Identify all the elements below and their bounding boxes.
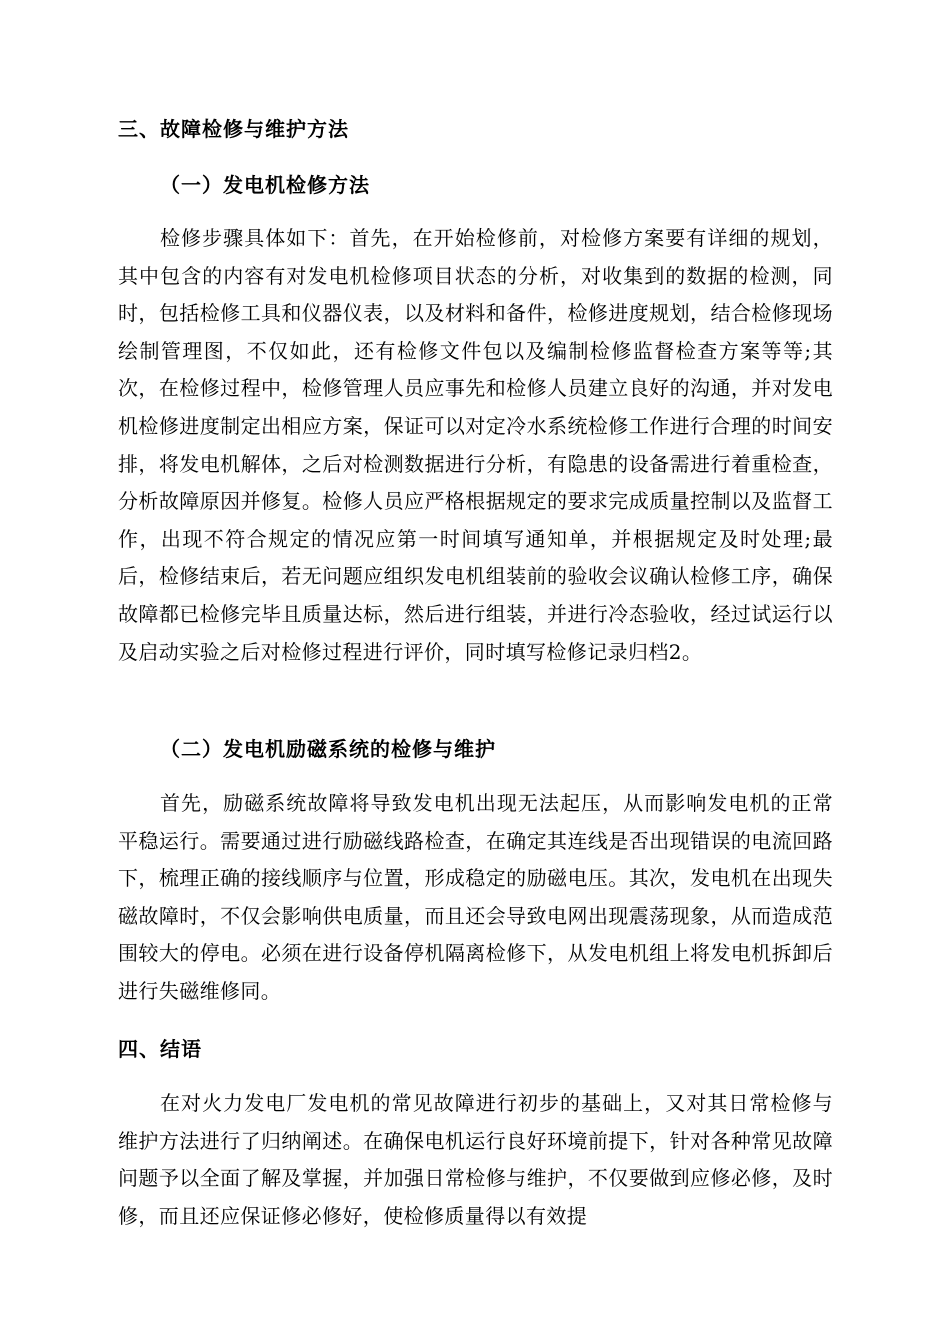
subsection-2-paragraph: 首先，励磁系统故障将导致发电机出现无法起压，从而影响发电机的正常平稳运行。需要通过进行励磁线路检查，在确定其连线是否出现错误的电流回路下，梳理正确的接线顺序与位置，形成稳定的励磁电压。其次，发电机在出现失磁故障时，不仅会影响供电质量，而且还会导致电网出现震荡现象，从而造成范围较大的停电。必须在进行设备停机隔离检修下，从发电机组上将发电机拆卸后进行失磁维修同。 (118, 791, 833, 1003)
subsection-1-paragraph: 检修步骤具体如下：首先，在开始检修前，对检修方案要有详细的规划，其中包含的内容有对发电机检修项目状态的分析，对收集到的数据的检测，同时，包括检修工具和仪器仪表，以及材料和备件，检修进度规划，结合检修现场绘制管理图，不仅如此，还有检修文件包以及编制检修监督检查方案等等;其次，在检修过程中，检修管理人员应事先和检修人员建立良好的沟通，并对发电机检修进度制定出相应方案，保证可以对定冷水系统检修工作进行合理的时间安排，将发电机解体，之后对检测数据进行分析，有隐患的设备需进行着重检查，分析故障原因并修复。检修人员应严格根据规定的要求完成质量控制以及监督工作，出现不符合规定的情况应第一时间填写通知单，并根据规定及时处理;最后，检修结束后，若无问题应组织发电机组装前的验收会议确认检修工序，确保故障都已检修完毕且质量达标，然后进行组装，并进行冷态验收，经过试运行以及启动实验之后对检修过程进行评价，同时填写检修记录归档2。 (118, 226, 833, 664)
subsection-2-heading: （二）发电机励磁系统的检修与维护 (160, 737, 496, 761)
subsection-1-heading: （一）发电机检修方法 (160, 173, 370, 197)
section-3-heading: 三、故障检修与维护方法 (118, 117, 349, 141)
conclusion-paragraph: 在对火力发电厂发电机的常见故障进行初步的基础上，又对其日常检修与维护方法进行了归纳阐述。在确保电机运行良好环境前提下，针对各种常见故障问题予以全面了解及掌握，并加强日常检修与维护，不仅要做到应修必修，及时修，而且还应保证修必修好，使检修质量得以有效提 (118, 1091, 833, 1228)
section-4-heading: 四、结语 (118, 1037, 202, 1061)
